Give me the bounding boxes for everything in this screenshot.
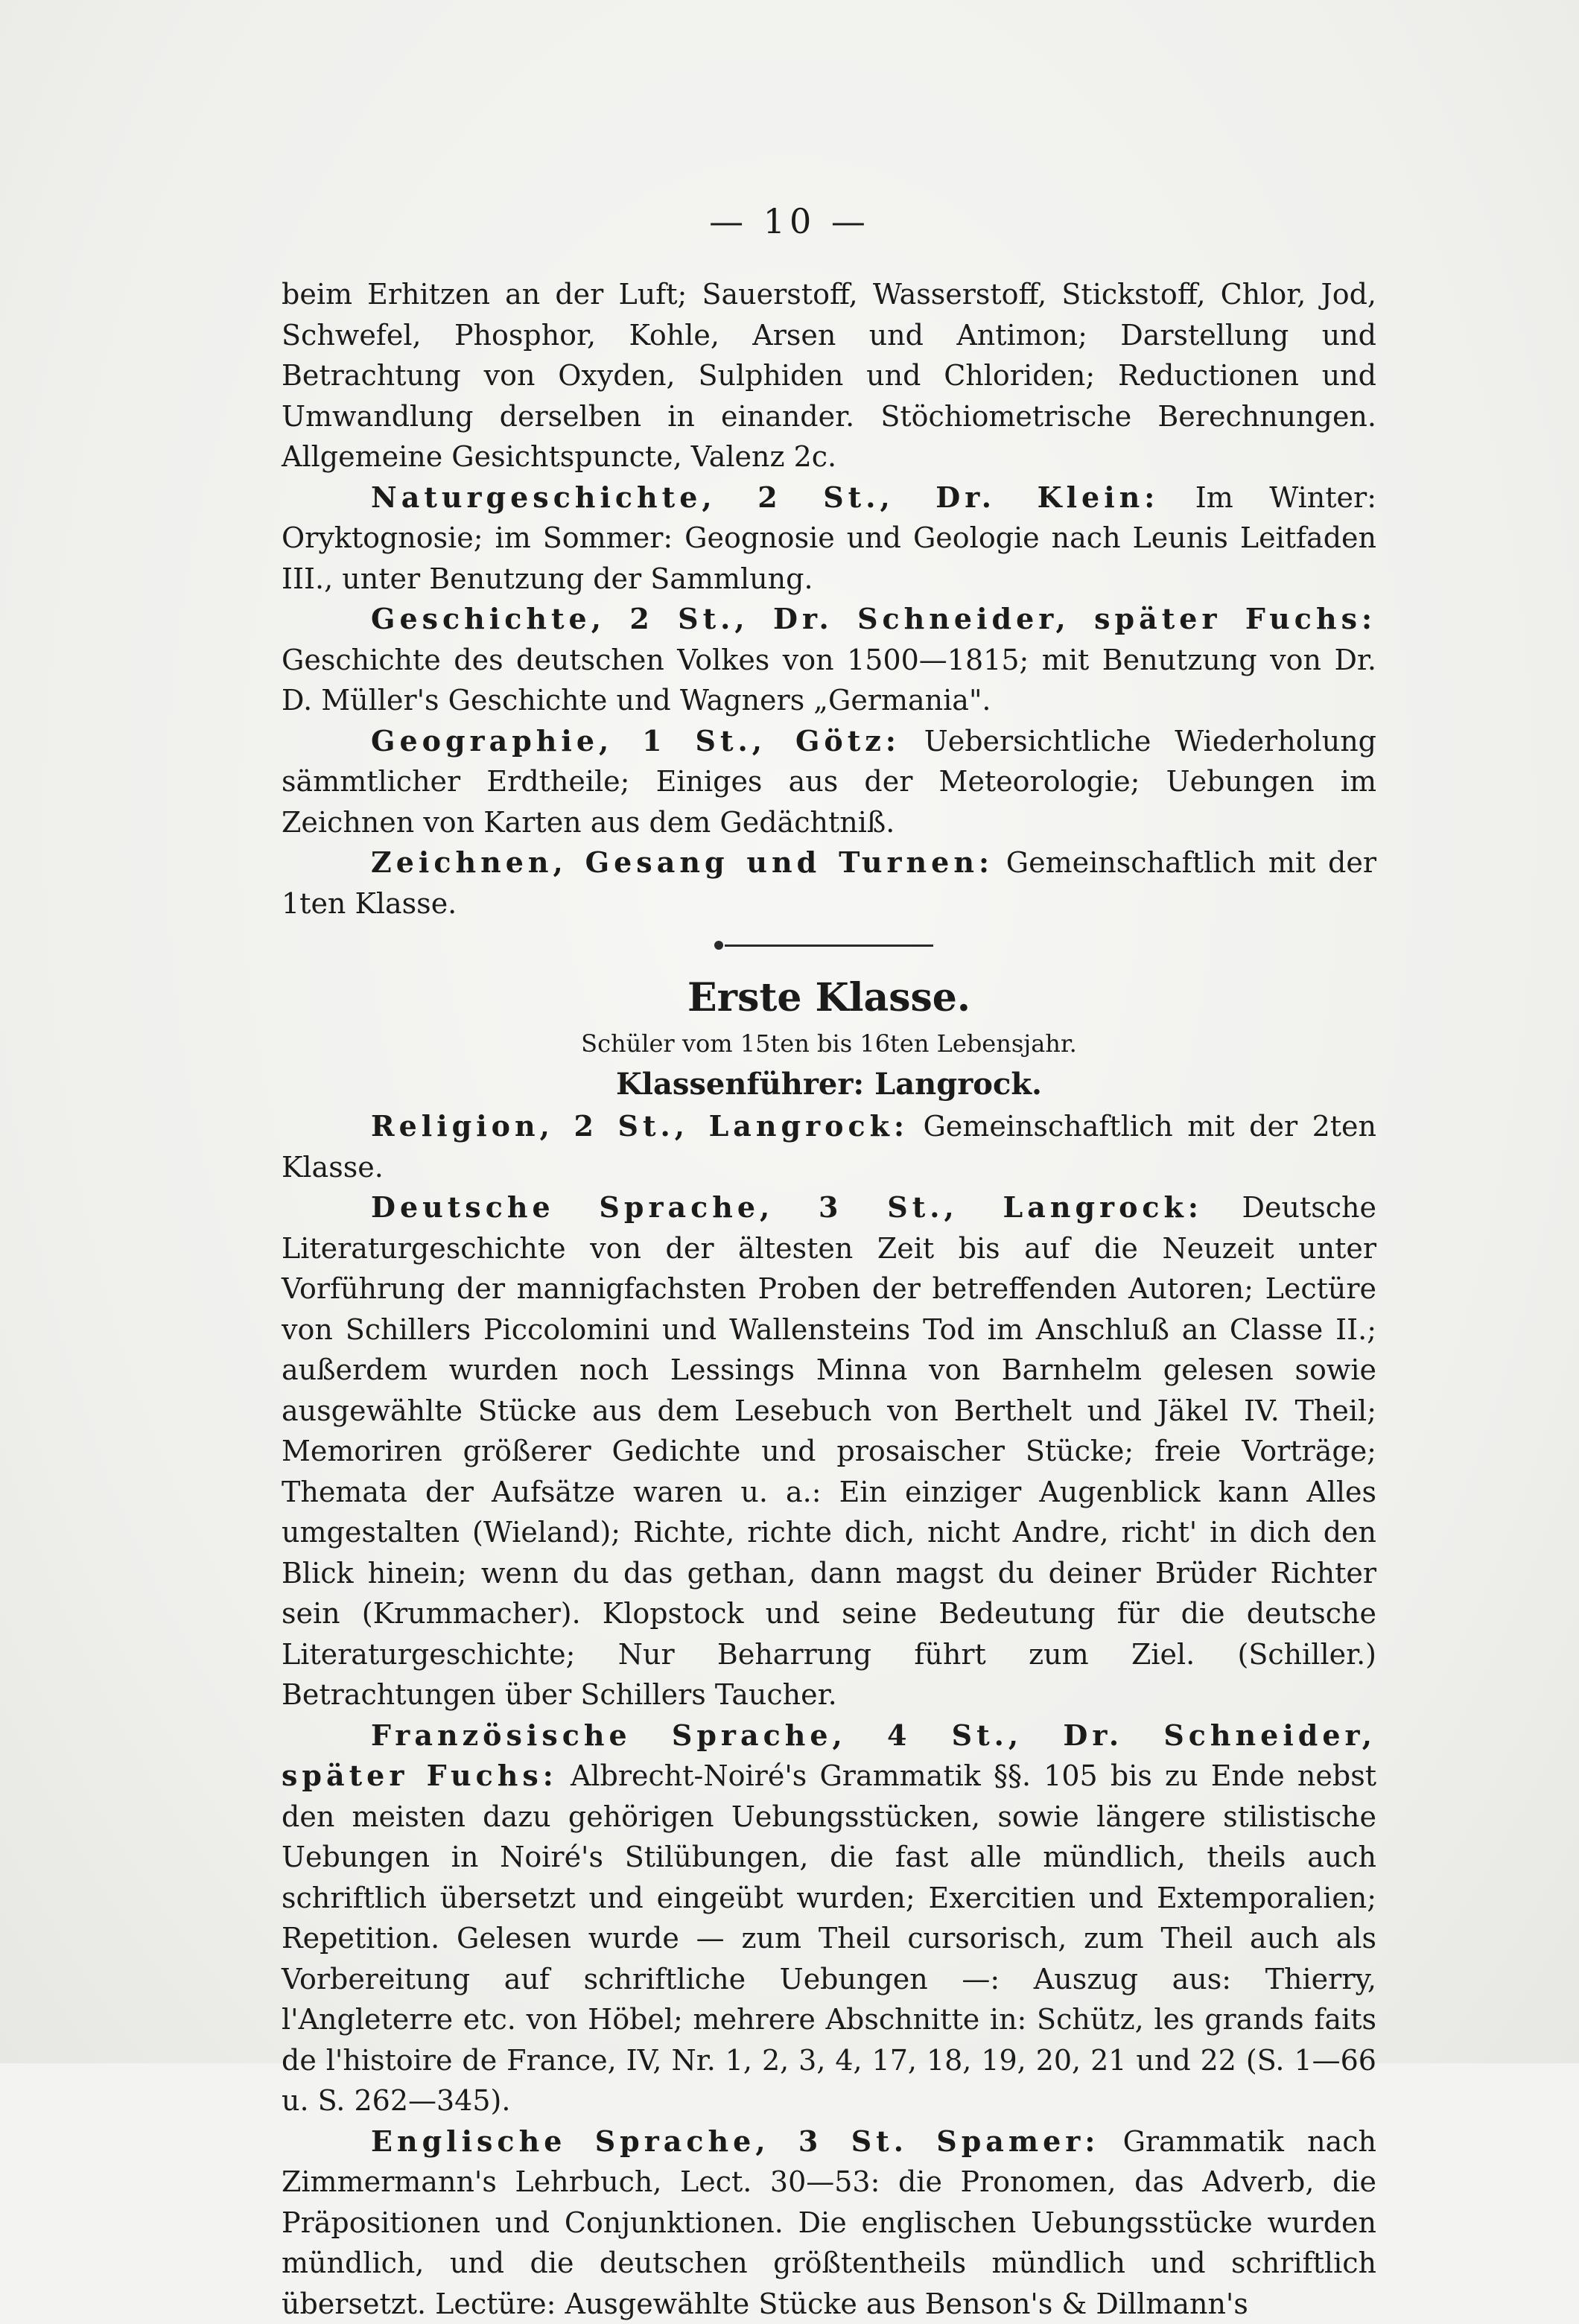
subject-heading: Geographie, 1 St., Götz: <box>371 724 900 758</box>
paragraph-religion <box>282 1106 1376 1187</box>
subject-heading: Französische Sprache, 4 St., Dr. Schneider, später Fuchs: <box>282 1718 1376 1793</box>
subject-text: Gemeinschaftlich mit der 2ten Klasse. <box>282 1110 1376 1184</box>
subject-heading: Religion, 2 St., Langrock: <box>371 1109 909 1143</box>
class-heading: Erste Klasse. <box>282 972 1376 1024</box>
paragraph-zeichnen <box>282 842 1376 924</box>
subject-text: Im Winter: Oryktognosie; im Sommer: Geognosie und Geologie nach Leunis Leitfaden III., unter Benutzung der Sammlung. <box>282 481 1376 595</box>
subject-text: Gemeinschaftlich mit der 1ten Klasse. <box>282 846 1376 920</box>
subject-text: Albrecht-Noiré's Grammatik §§. 105 bis zu Ende nebst den meisten dazu gehörigen Uebungsstücken, sowie längere stilistische Uebungen in Noiré's Stilübungen, die fast alle mündlich, theils auch schriftlich übersetzt und eingeübt wurden; Exercitien und Extemporalien; Repetition. Gelesen wurde — zum Theil cursorisch, zum Theil auch als Vorbereitung auf schriftliche Uebungen —: Auszug aus: Thierry, l'Angleterre etc. von Höbel; mehrere Abschnitte in: Schütz, les grands faits de l'histoire de France, IV, Nr. 1, 2, 3, 4, 17, 18, 19, 20, 21 und 22 (S. 1—66 u. S. 262—345). <box>282 1759 1376 2117</box>
subject-text: Geschichte des deutschen Volkes von 1500—1815; mit Benutzung von Dr. D. Müller's Geschichte und Wagners „Germania". <box>282 644 1376 717</box>
subject-heading: Deutsche Sprache, 3 St., Langrock: <box>371 1190 1203 1224</box>
class-age-range: Schüler vom 15ten bis 16ten Lebensjahr. <box>282 1024 1376 1063</box>
subject-text: Uebersichtliche Wiederholung sämmtlicher Erdtheile; Einiges aus der Meteorologie; Uebungen im Zeichnen von Karten aus dem Gedächtniß. <box>282 725 1376 839</box>
subject-text: Grammatik nach Zimmermann's Lehrbuch, Lect. 30—53: die Pronomen, das Adverb, die Präpositionen und Conjunktionen. Die englischen Uebungsstücke wurden mündlich, und die deutschen größtentheils mündlich und schriftlich übersetzt. Lectüre: Ausgewählte Stücke aus Benson's & Dillmann's <box>282 2125 1376 2320</box>
paragraph-geschichte <box>282 599 1376 721</box>
subject-text: Deutsche Literaturgeschichte von der ältesten Zeit bis auf die Neuzeit unter Vorführung der mannigfachsten Proben der betreffenden Autoren; Lectüre von Schillers Piccolomini und Wallensteins Tod im Anschluß an Classe II.; außerdem wurden noch Lessings Minna von Barnhelm gelesen sowie ausgewählte Stücke aus dem Lesebuch von Berthelt und Jäkel IV. Theil; Memoriren größerer Gedichte und prosaischer Stücke; freie Vorträge; Themata der Aufsätze waren u. a.: Ein einziger Augenblick kann Alles umgestalten (Wieland); Richte, richte dich, nicht Andre, richt' in dich den Blick hinein; wenn du das gethan, dann magst du deiner Brüder Richter sein (Krummacher). Klopstock und seine Bedeutung für die deutsche Literaturgeschichte; Nur Beharrung führt zum Ziel. (Schiller.) Betrachtungen über Schillers Taucher. <box>282 1191 1376 1711</box>
paragraph-naturgeschichte <box>282 477 1376 600</box>
subject-heading: Englische Sprache, 3 St. Spamer: <box>371 2124 1099 2158</box>
paragraph-franzoesische-sprache <box>282 1715 1376 2121</box>
paragraph-englische-sprache <box>282 2121 1376 2324</box>
page-number: — 10 — <box>0 201 1579 241</box>
paragraph-chemistry-continued: beim Erhitzen an der Luft; Sauerstoff, Wasserstoff, Stickstoff, Chlor, Jod, Schwefel, Phosphor, Kohle, Arsen und Antimon; Darstellung und Betrachtung von Oxyden, Sulphiden und Chloriden; Reductionen und Umwandlung derselben in einander. Stöchiometrische Berechnungen. Allgemeine Gesichtspuncte, Valenz 2c. <box>282 274 1376 477</box>
section-divider <box>725 944 933 947</box>
class-leader: Klassenführer: Langrock. <box>282 1063 1376 1106</box>
paragraph-geographie <box>282 721 1376 843</box>
subject-heading: Geschichte, 2 St., Dr. Schneider, später Fuchs: <box>371 602 1376 635</box>
subject-heading: Naturgeschichte, 2 St., Dr. Klein: <box>371 480 1159 514</box>
subject-heading: Zeichnen, Gesang und Turnen: <box>371 845 994 879</box>
paragraph-deutsche-sprache <box>282 1187 1376 1715</box>
text-column <box>282 274 1376 2324</box>
